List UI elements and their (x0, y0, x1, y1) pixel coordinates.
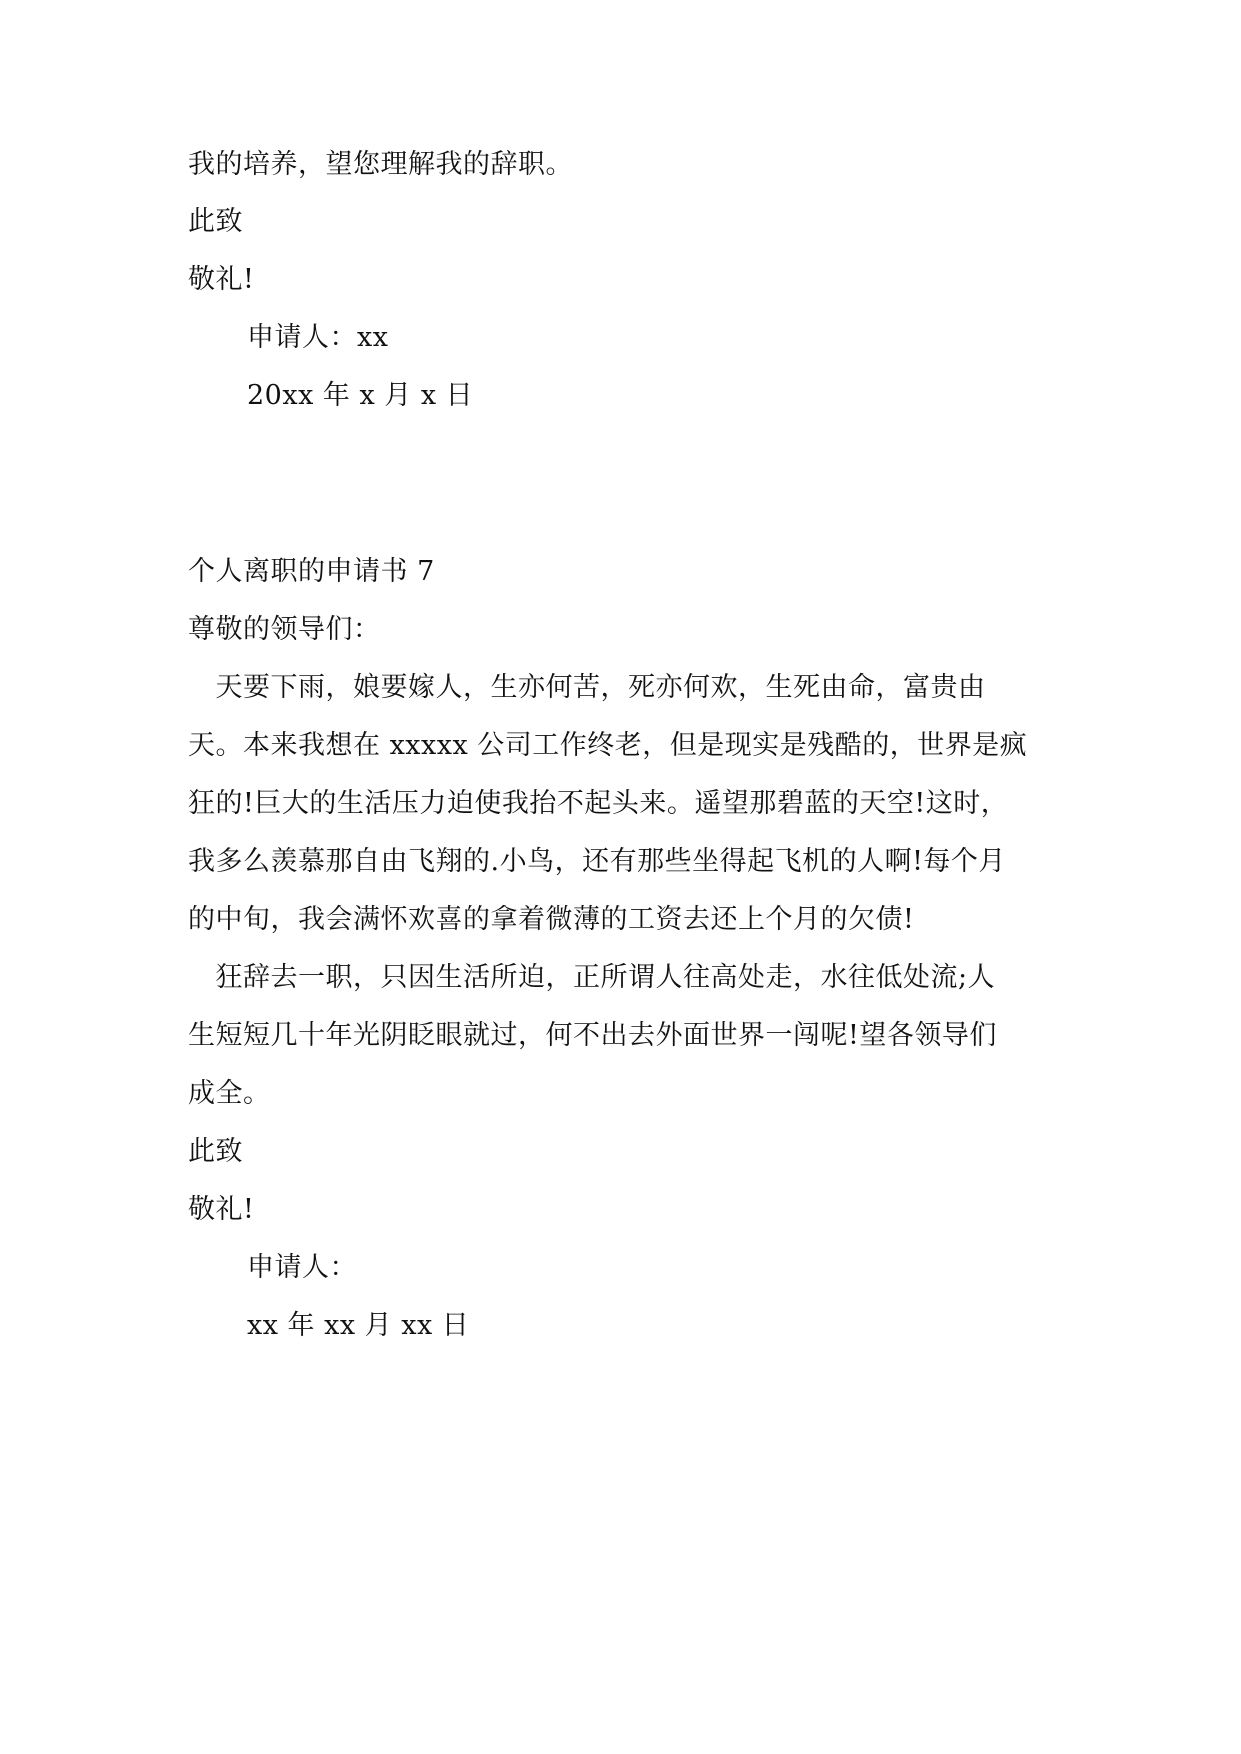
letter1-salutation-1: 此致 (188, 206, 243, 237)
letter1-applicant: 申请人：xx (247, 322, 389, 353)
paragraph2-line: 狂辞去一职，只因生活所迫，正所谓人往高处走，水往低处流;人 (188, 962, 996, 993)
letter2-applicant: 申请人： (247, 1252, 357, 1283)
letter2-date: xx 年 xx 月 xx 日 (247, 1310, 470, 1341)
paragraph1-line: 天。本来我想在 xxxxx 公司工作终老，但是现实是残酷的，世界是疯 (188, 730, 1028, 761)
paragraph1-line: 天要下雨，娘要嫁人，生亦何苦，死亦何欢，生死由命，富贵由 (188, 672, 986, 703)
letter2-salutation-2: 敬礼! (188, 1194, 255, 1225)
letter1-salutation-2: 敬礼! (188, 264, 255, 295)
paragraph2-line: 成全。 (188, 1078, 271, 1109)
paragraph1-line: 的中旬，我会满怀欢喜的拿着微薄的工资去还上个月的欠债! (188, 904, 915, 935)
paragraph1-line: 我多么羡慕那自由飞翔的.小鸟，还有那些坐得起飞机的人啊!每个月 (188, 846, 1006, 877)
letter2-title: 个人离职的申请书 7 (188, 556, 435, 587)
letter1-closing-line: 我的培养，望您理解我的辞职。 (188, 149, 573, 180)
paragraph1-line: 狂的!巨大的生活压力迫使我抬不起头来。遥望那碧蓝的天空!这时， (188, 788, 1009, 819)
letter1-date: 20xx 年 x 月 x 日 (247, 380, 474, 411)
paragraph2-line: 生短短几十年光阴眨眼就过，何不出去外面世界一闯呢!望各领导们 (188, 1020, 997, 1051)
letter2-salutation-1: 此致 (188, 1136, 243, 1167)
letter2-greeting: 尊敬的领导们： (188, 614, 381, 645)
